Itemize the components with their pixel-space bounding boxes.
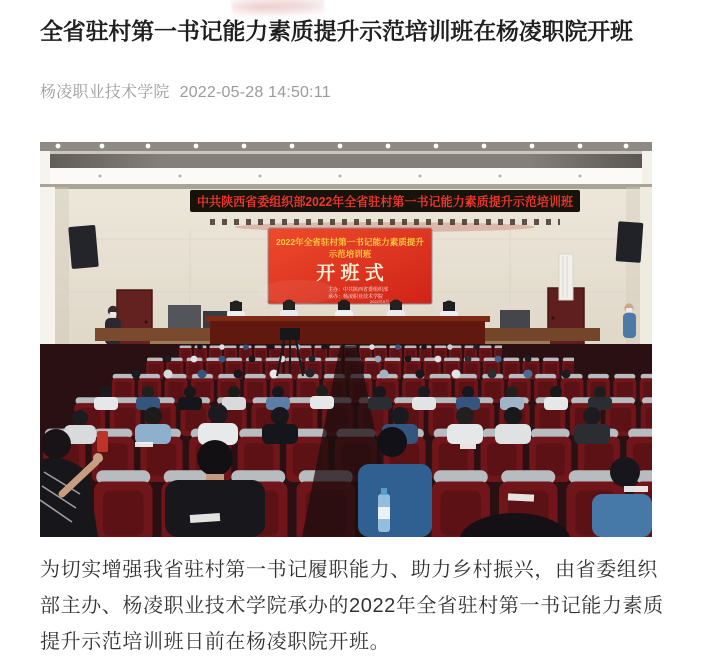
red-thermos: [97, 431, 108, 452]
publish-datetime: 2022-05-28 14:50:11: [179, 84, 331, 101]
left-speaker: [68, 225, 99, 269]
side-desk-right: [485, 328, 600, 341]
right-speaker: [616, 221, 644, 263]
left-window: [40, 187, 55, 359]
led-screen: [258, 228, 432, 304]
led-banner: [190, 190, 588, 232]
body-line: 部主办、杨凌职业技术学院承办的2022年全省驻村第一书记能力素质: [40, 595, 664, 617]
right-window: [640, 187, 652, 352]
water-bottle: [378, 488, 390, 532]
left-door: [117, 290, 152, 352]
article-photo[interactable]: [40, 142, 652, 537]
screen-host-line: 主办：中共陕西省委组织部: [328, 287, 389, 293]
body-line: 为切实增强我省驻村第一书记履职能力、助力乡村振兴，由省委组织: [40, 559, 658, 581]
ceiling: [40, 142, 652, 189]
source-name: 杨凌职业技术学院: [40, 84, 170, 101]
screen-line2: 示范培训班: [328, 249, 372, 259]
side-desk-left: [95, 328, 210, 341]
radiator: [559, 254, 573, 300]
article-title: 全省驻村第一书记能力素质提升示范培训班在杨凌职院开班: [40, 18, 633, 44]
screen-line1: 2022年全省驻村第一书记能力素质提升: [276, 237, 425, 247]
screen-title: 开 班 式: [316, 263, 384, 284]
screen-date-line: 2022年5月: [370, 299, 390, 304]
photo-svg: [40, 142, 652, 537]
screen-organizer-line: 承办：杨凌职业技术学院: [328, 294, 384, 300]
banner-text: 中共陕西省委组织部2022年全省驻村第一书记能力素质提升示范培训班: [197, 195, 588, 209]
byline: [40, 79, 331, 102]
article-body: [40, 552, 680, 660]
body-line: 提升示范培训班日前在杨凌职院开班。: [40, 631, 391, 653]
